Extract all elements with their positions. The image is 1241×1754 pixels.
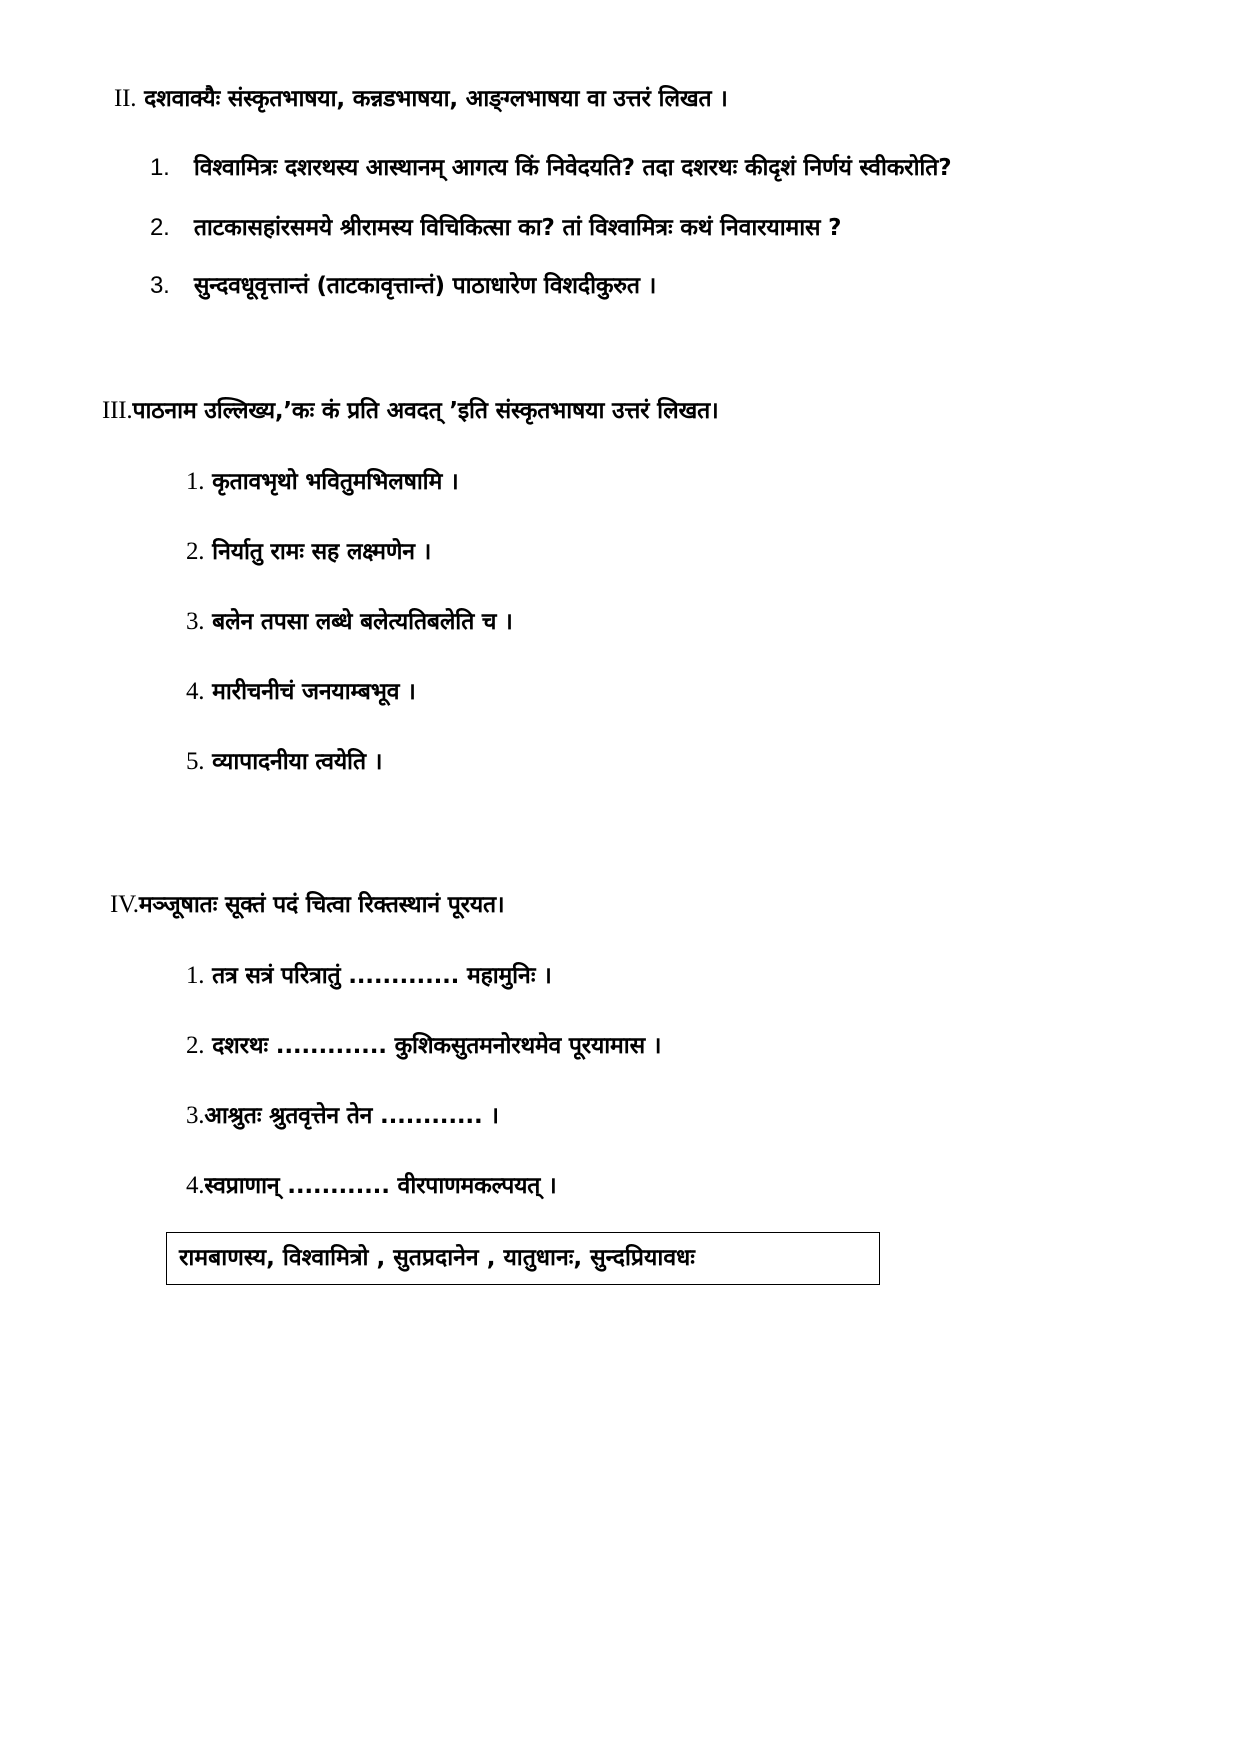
section-4-heading	[110, 890, 504, 920]
section-2-instruction: दशवाक्यैः संस्कृतभाषया, कन्नडभाषया, आङ्ग्लभाषया वा उत्तरं लिखत ।	[144, 86, 728, 112]
section-3-question-3	[186, 607, 513, 637]
question-text: तत्र सत्रं परित्रातुं ............. महामुनिः ।	[212, 963, 552, 989]
question-text: व्यापादनीया त्वयेति ।	[212, 749, 383, 775]
section-3-question-2	[186, 537, 431, 567]
section-3-heading	[102, 396, 719, 426]
question-text: निर्यातु रामः सह लक्ष्मणेन ।	[212, 539, 432, 565]
question-text: ताटकासहांरसमये श्रीरामस्य विचिकित्सा का? तां विश्वामित्रः कथं निवारयामास ?	[193, 215, 842, 241]
question-text: मारीचनीचं जनयाम्बभूव ।	[212, 679, 416, 705]
section-4-question-2	[186, 1031, 661, 1061]
question-number: 2.	[150, 214, 170, 241]
section-4-question-3	[186, 1101, 499, 1131]
question-number: 4.	[186, 678, 205, 705]
question-number: 5.	[186, 748, 205, 775]
section-2-question-3	[150, 271, 656, 301]
question-number: 1.	[186, 962, 205, 989]
question-text: कृतावभृथो भवितुमभिलषामि ।	[212, 469, 459, 495]
section-4-instruction: मञ्जूषातः सूक्तं पदं चित्वा रिक्तस्थानं पूरयत।	[138, 892, 505, 918]
section-3-question-1	[186, 467, 459, 497]
section-2-heading	[114, 84, 728, 114]
section-2-question-1	[150, 153, 951, 183]
question-number: 1.	[186, 468, 205, 495]
section-3-roman: III.	[102, 397, 133, 424]
word-bank-box	[166, 1232, 880, 1285]
question-text: आश्रुतः श्रुतवृत्तेन तेन ............ ।	[204, 1103, 499, 1129]
question-number: 1.	[150, 154, 170, 181]
section-3-question-5	[186, 747, 382, 777]
section-4-question-1	[186, 961, 552, 991]
section-3-instruction: पाठनाम उल्लिख्य,’कः कं प्रति अवदत् ’इति संस्कृतभाषया उत्तरं लिखत।	[132, 398, 719, 424]
question-number: 3.	[186, 608, 205, 635]
question-number: 4.	[186, 1172, 205, 1199]
section-2-roman: II.	[114, 85, 137, 112]
question-text: बलेन तपसा लब्धे बलेत्यतिबलेति च ।	[212, 609, 513, 635]
section-2-question-2	[150, 213, 841, 243]
question-text: सुन्दवधूवृत्तान्तं (ताटकावृत्तान्तं) पाठाधारेण विशदीकुरुत ।	[193, 273, 657, 299]
section-3-question-4	[186, 677, 416, 707]
section-4-roman: IV.	[110, 891, 139, 918]
question-text: विश्वामित्रः दशरथस्य आस्थानम् आगत्य किं निवेदयति? तदा दशरथः कीदृशं निर्णयं स्वीकरोति?	[193, 155, 952, 181]
question-number: 2.	[186, 1032, 205, 1059]
question-number: 2.	[186, 538, 205, 565]
question-text: स्वप्राणान् ............ वीरपाणमकल्पयत् ।	[204, 1173, 557, 1199]
question-text: दशरथः ............. कुशिकसुतमनोरथमेव पूरयामास ।	[212, 1033, 662, 1059]
section-4-question-4	[186, 1171, 556, 1201]
question-number: 3.	[150, 272, 170, 299]
question-number: 3.	[186, 1102, 205, 1129]
word-bank-text: रामबाणस्य, विश्वामित्रो , सुतप्रदानेन , यातुधानः, सुन्दप्रियावधः	[179, 1245, 695, 1271]
